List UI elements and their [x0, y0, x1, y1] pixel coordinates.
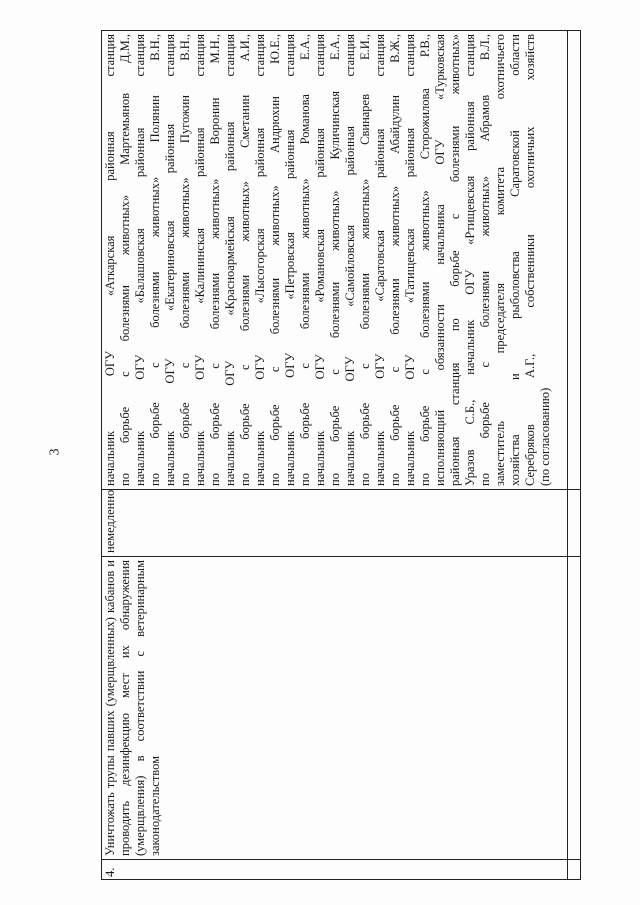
responsible-line: начальник ОГУ «Саратовская районная станция [373, 34, 387, 486]
responsible-line: по борьбе с болезнями животных» Сторожилова Р.В., [418, 34, 432, 486]
responsible-line: заместитель председателя комитета охотничьего [493, 34, 507, 486]
responsible-line: начальник ОГУ «Самойловская районная станция [343, 34, 357, 486]
term-cell: немедленно [102, 490, 568, 557]
empty-cell [568, 490, 581, 557]
responsible-line: начальник ОГУ «Лысогорская районная станция [253, 34, 267, 486]
responsible-line: начальник ОГУ «Красноармейская районная станция [223, 34, 237, 486]
responsible-line: Уразов С.Б., начальник ОГУ «Ртищевская районная станция [463, 34, 477, 486]
responsible-line: по борьбе с болезнями животных» Сметанин А.И., [238, 34, 252, 486]
responsible-line: исполняющий обязанности начальника ОГУ «Турковская [433, 34, 447, 486]
responsible-line: начальник ОГУ «Татищевская районная станция [403, 34, 417, 486]
responsible-cell [102, 31, 568, 490]
table-row [102, 31, 568, 880]
responsible-line: районная станция по борьбе с болезнями животных» [448, 34, 462, 486]
responsible-line: по борьбе с болезнями животных» Свинарев Е.И., [358, 34, 372, 486]
responsible-line: по борьбе с болезнями животных» Романова Е.А., [298, 34, 312, 486]
responsible-line: начальник ОГУ «Екатериновская районная станция [163, 34, 177, 486]
responsible-line: по борьбе с болезнями животных» Андрюхин Ю.Е., [268, 34, 282, 486]
responsible-line: начальник ОГУ «Петровская районная станция [283, 34, 297, 486]
responsible-line: хозяйства и рыболовства Саратовской области [508, 34, 522, 486]
responsible-line: по борьбе с болезнями животных» Куличинская Е.А., [328, 34, 342, 486]
responsible-line: по борьбе с болезнями животных» Абайдулин В.Ж., [388, 34, 402, 486]
responsible-line: (по согласованию) [538, 387, 552, 486]
row-number: 4. [102, 860, 568, 880]
action-cell: Уничтожать трупы павших (умерщвленных) кабанов и проводить дезинфекцию мест их обнаружения (умерщвления) в соответствии с ветеринарным законодательством [102, 557, 568, 860]
empty-cell [568, 860, 581, 880]
responsible-line: начальник ОГУ «Калининская районная станция [193, 34, 207, 486]
responsible-line: по борьбе с болезнями животных» Полянин В.Н., [148, 34, 162, 486]
measures-table [101, 30, 581, 880]
page-number: 3 [47, 448, 63, 456]
responsible-line: по борьбе с болезнями животных» Пугожин В.Н., [178, 34, 192, 486]
rotated-table [101, 30, 581, 880]
responsible-line: начальник ОГУ «Балашовская районная станция [133, 34, 147, 486]
empty-cell [568, 31, 581, 490]
responsible-line: Серебряков А.Г., собственники охотничьих хозяйств [523, 34, 537, 486]
responsible-line: начальник ОГУ «Романовская районная станция [313, 34, 327, 486]
responsible-line: по борьбе с болезнями животных» Воронин М.Н., [208, 34, 222, 486]
responsible-line: по борьбе с болезнями животных» Мартемьянов Д.М., [118, 34, 132, 486]
responsible-line: по борьбе с болезнями животных» Абрамов В.Л., [478, 34, 492, 486]
document-table-container [101, 30, 581, 880]
empty-cell [568, 557, 581, 860]
table-row-empty [568, 31, 581, 880]
responsible-line: начальник ОГУ «Аткарская районная станция [103, 34, 117, 486]
